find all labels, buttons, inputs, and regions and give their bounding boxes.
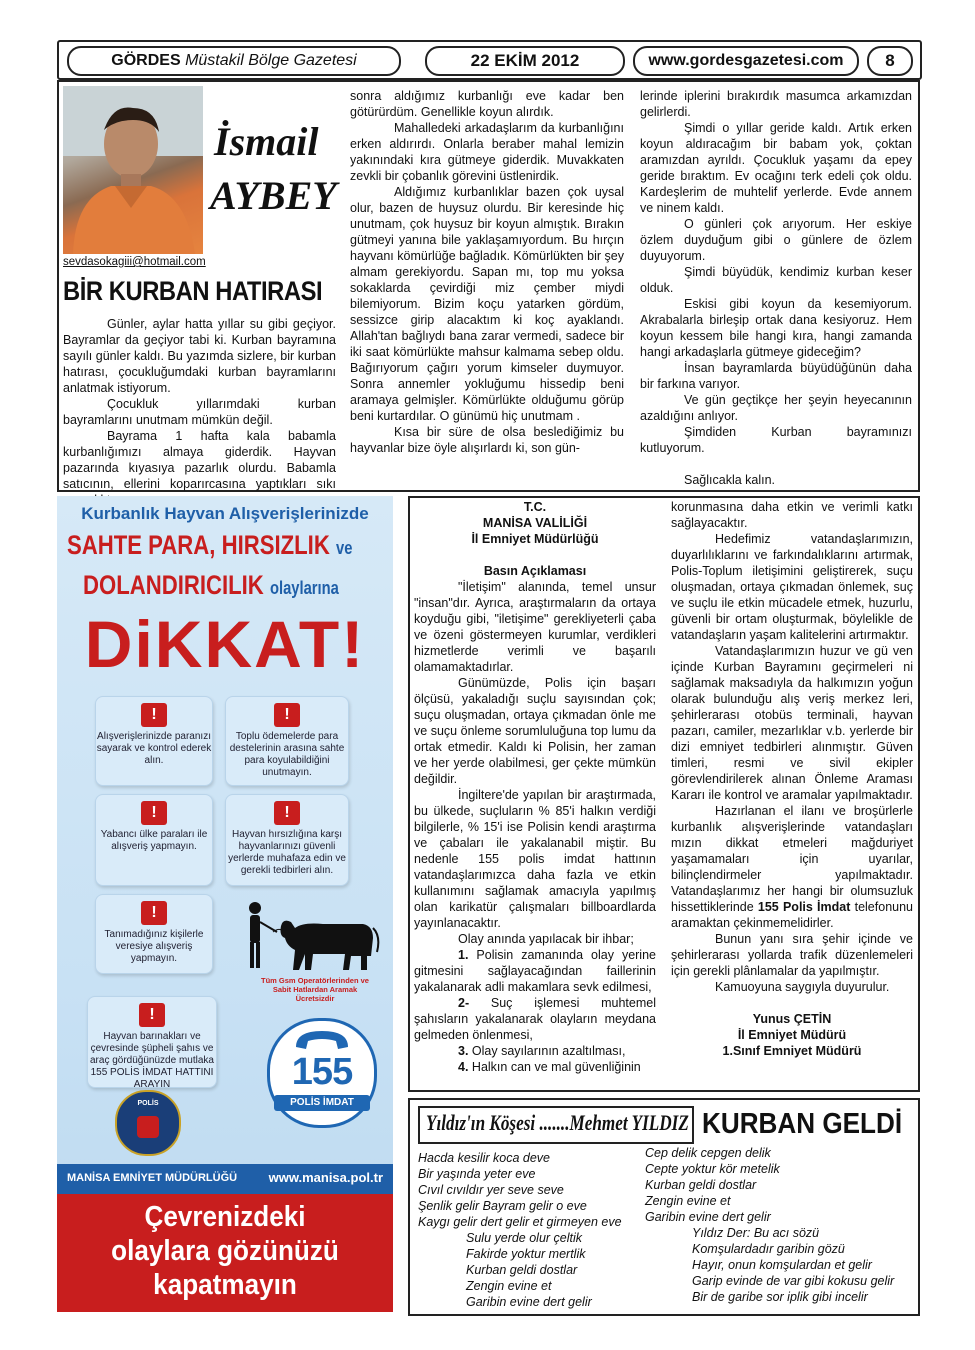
list-text: Olay sayılarının azaltılması,: [471, 1044, 626, 1058]
press-heading: T.C.: [523, 500, 547, 514]
hotline-badge: [267, 1018, 377, 1128]
poem-line: Cıvıl cıvıldır yer seve seve: [418, 1183, 564, 1197]
list-text: Suç işlemesi muhtemel şahısların yakalanarak olayların meydana gelmeden önlenmesi,: [414, 996, 656, 1042]
poem-line: Cepte yoktur kör metelik: [645, 1162, 780, 1176]
poem-line: Fakirde yoktur mertlik: [466, 1247, 586, 1261]
paragraph: sonra aldığımız kurbanlığı eve kadar ben götürürdüm. Genellikle koyun alırdık.: [350, 89, 624, 119]
press-col-1: [414, 499, 656, 1075]
poem-line: Kurban geldi dostlar: [466, 1263, 578, 1277]
slogan-line: olaylara gözünüzü: [111, 1235, 339, 1267]
hotline-label: POLİS İMDAT: [274, 1095, 370, 1111]
tip-text: Yabancı ülke paraları ile alışveriş yapmayın.: [100, 829, 208, 852]
poster-website[interactable]: www.manisa.pol.tr: [268, 1170, 383, 1185]
article-col-1: [63, 316, 336, 508]
signature-name: Yunus ÇETİN: [752, 1012, 832, 1026]
paragraph: Hedefimiz vatandaşlarımızın, duyarlılıklarını ve farkındalıklarını artırmak, Polis-Toplum iletişimini geliştirerek, suçu oluşmadan, ortaya çıkmadan önlemek, suç ve suçlu ile etkin mücadele etmek, huzurlu, güvenli bir ortam oluşturmak, böylelikle de vatandaşların yaşam kalitelerini artırmaktır.: [671, 532, 913, 642]
poster-footer: [57, 1194, 393, 1312]
poem-stanza-right: [645, 1145, 894, 1305]
paragraph: İngiltere'de yapılan bir araştırmada, bu ülkede, suçluların % 85'i halkın verdiği bilgilerle, % 15'i ise Polisin kendi araştırma ve çabaları ile yakalanabil miştir. Bu nedenle 155 polis imdat hattının vatandaşlarımızca daha fazla ve etkin kullanımını sağlamak amacıyla yapılmış olan karikatür çalışmaları billboardlarda yayınlanacaktır.: [414, 788, 656, 930]
footer-slogan: [74, 1200, 376, 1302]
warning-text: DOLANDIRICILIK: [83, 570, 264, 600]
list-number: 4.: [458, 1060, 469, 1074]
poem-line: Hacda kesilir koca deve: [418, 1151, 551, 1165]
paragraph: Mahalledeki arkadaşlarım da kurbanlığını erken aldırırdı. Onlarla beraber mahal lemizin yakınındaki kıra gütmeye giderdik. Muvakkaten zevkli bir çobanlık görevini üstlenirdik.: [350, 121, 624, 183]
poem-line: Garibin evine dert gelir: [466, 1295, 592, 1309]
tip-card: [225, 696, 349, 786]
paragraph: O günleri çok arıyorum. Her eskiye özlem duyduğum gibi o günlere de özlem duyuyorum.: [640, 217, 912, 263]
poem-line: Hayır, onun komşulardan et gelir: [692, 1258, 872, 1272]
poster-warning-1: [67, 530, 352, 561]
signature-rank: 1.Sınıf Emniyet Müdürü: [722, 1044, 862, 1058]
paragraph: Bayrama 1 hafta kala babamla kurbanlığımızı almaya giderdik. Hayvan pazarında kıyasıya pazarlık olurdu. Babamla satıcının, ellerini koparırcasına yaptıkları sıkı: [63, 429, 336, 491]
paragraph: [671, 803, 913, 931]
tip-text: Alışverişlerinizde paranızı sayarak ve kontrol ederek alın.: [96, 731, 212, 766]
hotline-number: 155: [291, 1051, 353, 1093]
warning-icon: !: [141, 901, 167, 925]
list-item: [414, 1059, 656, 1075]
signature-title: İl Emniyet Müdürü: [737, 1028, 847, 1042]
press-col-2: [671, 499, 913, 1059]
article-col-2: [350, 88, 624, 456]
paper-name: [67, 46, 401, 76]
paragraph: Günümüzde, Polis için başarı ölçüsü, yakaladığı suçlu sayısından çok; suçu oluşmadan, ortaya çıkmadan önle me ve suçu önleme sorumluluğuna top lumu da ortak etmedir. Kaldı ki Polisin, her zaman ve her yerde olabilmesi, ger çekte mümkün değildir.: [414, 676, 656, 786]
poem-line: Zengin evine et: [466, 1279, 552, 1293]
masthead-bar: [57, 40, 922, 80]
warning-icon: !: [274, 801, 300, 825]
tip-card: [95, 794, 213, 886]
poem-line: Cep delik cepgen delik: [645, 1146, 771, 1160]
poem-line: Sulu yerde olur çeltik: [466, 1231, 583, 1245]
paragraph: Olay anında yapılacak bir ihbar;: [458, 932, 634, 946]
tip-card: [95, 696, 213, 786]
article-title: BİR KURBAN HATIRASI: [63, 276, 323, 306]
list-text: Polisin zamanında olay yerine gitmesini sağlayacağından faillerinin yakalanarak adli makamlara sevk edilmesi,: [414, 948, 656, 994]
tip-text: Hayvan barınakları ve çevresinde şüpheli şahıs ve araç gördüğünüzde mutlaka 155 POLİS İMDAT HATTINI ARAYIN: [90, 1031, 214, 1090]
page-number: 8: [867, 46, 913, 76]
warning-icon: !: [274, 703, 300, 727]
list-item: [414, 995, 656, 1043]
article-col-3: [640, 88, 912, 488]
paragraph-text: telefonunu aramaktan çekinmemelidirler.: [671, 900, 913, 930]
paragraph: Kamuoyuna saygıyla duyurulur.: [715, 980, 890, 994]
paper-name-bold: GÖRDES: [111, 52, 181, 69]
poem-stanza-left: [418, 1150, 622, 1310]
list-number: 1.: [458, 948, 469, 962]
corner-label: Yıldız'ın Köşesi .......Mehmet YILDIZ: [426, 1110, 689, 1135]
press-heading: İl Emniyet Müdürlüğü: [471, 532, 599, 546]
poem-line: Garibin evine dert gelir: [645, 1210, 771, 1224]
warning-icon: !: [141, 703, 167, 727]
poem-line: Yıldız Der: Bu acı sözü: [692, 1226, 820, 1240]
paragraph: Vatandaşlarımızın huzur ve gü ven içinde Kurban Bayramını geçirmeleri ni sağlamak maksadıyla da halkımızın yoğun olarak bulunduğu alış veriş merkez leri, şehirlerarası otobüs terminali, hayvan pazarı, camiler, mezarlıklar v.b. yerlerde bir dizi emniyet tedbirleri alınmıştır. Güven timleri, resmi ve sivil ekipler görevlendirilerek alınan Önleme Araması Kararı ile kontrol ve aramalar yapılmaktadır.: [671, 644, 913, 802]
press-subtitle: Basın Açıklaması: [483, 564, 587, 578]
poster-headline: Kurbanlık Hayvan Alışverişlerinizde: [81, 504, 369, 523]
paragraph: Şimdi o yıllar geride kaldı. Artık erken koyun aldıracağım bir babam yok, çoktan aramızdan ayrıldı. Çocukluk yaşamı da epey geride bıraktım. Ev ocağını terk edeli çok oldu. Kardeşlerim de muhtelif yerlerde. Evde annem ve ninem kaldı.: [640, 121, 912, 215]
paragraph: Aldığımız kurbanlıklar bazen çok uysal olur, bazen de huysuz olurdu. Bir keresinde hiç unutmam, çok huysuz bir koyun almıştık. Bırakın gütmeyi yanına bile yaklaşamıyordum. Bu hırçın hayvanı kömürlüğe bağladık. Kömürlükten bir şey almam gerekiyordu. Sapan mı, top mu yoksa sokaklarda çevirdiği miz çember miydi bilemiyorum. Bizim koçu yatarken gördüm, sessizce girip alacaktım ki koç ayaklandı. Allah'tan bağlıydı bana zarar vermedi, sadece bir iki saat kömürlükte mahsur kalmama sebep oldu. Bağırıyorum çağırı yorum kimseler duymuyor. Sonra annemler yokluğumu hissedip beni aramaya gelmişler. Kömürlükte olduğumu görüp beni kurtardılar. O günümü hiç unutmam .: [350, 185, 624, 423]
paper-name-rest: Müstakil Bölge Gazetesi: [185, 52, 357, 69]
police-poster: [57, 496, 393, 1312]
paragraph: Günler, aylar hatta yıllar su gibi geçiyor. Bayramlar da geçiyor tabi ki. Kurban bayramına sayılı günler kaldı. Bu yazımda sizlere, bir kurban hatırası, çocukluğumdaki kurban bayramlarını anlatmak istiyorum.: [63, 317, 336, 395]
poem-title: KURBAN GELDİ: [702, 1108, 903, 1140]
author-email[interactable]: sevdasokagiii@hotmail.com: [63, 256, 206, 268]
emblem-shield: [137, 1116, 159, 1138]
list-item: [414, 1043, 656, 1059]
poem-line: Bir de garibe sor iplik gibi incelir: [692, 1290, 868, 1304]
paragraph: Bunun yanı sıra şehir içinde ve şehirlerarası yollarda trafik düzenlemeleri için gerekli plânlamalar da yapılmıştır.: [671, 932, 913, 978]
warning-icon: !: [141, 801, 167, 825]
list-text: Halkın can ve mal güvenliğinin: [471, 1060, 641, 1074]
gsm-note: Tüm Gsm Operatörlerinden ve Sabit Hatlardan Aramak Ücretsizdir: [261, 976, 369, 1003]
poster-warning-2: [83, 570, 339, 601]
corner-label-box: [418, 1106, 694, 1144]
tip-card: [87, 996, 217, 1088]
paragraph: Ve gün geçtikçe her şeyin heyecanının azaldığını anlıyor.: [640, 393, 912, 423]
paragraph: Şimdi büyüdük, kendimiz kurban keser olduk.: [640, 265, 912, 295]
paragraph-text: Hazırlanan el ilanı ve broşürlerle kurbanlık alışverişlerinde vatandaşları mızın dikkat etmeleri mağduriyet yaşamamaları için uyarılar, bilinçlendirmeler yapılmaktadır. Vatandaşlarımız her hangi bir olumsuzluk hissettiklerinde: [671, 804, 913, 914]
man-with-cow-illustration: [233, 896, 383, 976]
warning-text: SAHTE PARA, HIRSIZLIK: [67, 530, 330, 560]
list-item: [414, 947, 656, 995]
poem-line: Zengin evine et: [645, 1194, 731, 1208]
paragraph: Eskisi gibi koyun da kesemiyorum. Akrabalarla birleşip ortak dana kesiyoruz. Hem koyun kessem bile hangi kıra, hangi zamanda hangi arkadaşlarla gütmeye gideceğim?: [640, 297, 912, 359]
list-number: 2-: [458, 996, 470, 1010]
tip-text: Hayvan hırsızlığına karşı hayvanlarınızı güvenli yerlerde muhafaza edin ve gerekli tedbirleri alın.: [228, 829, 346, 876]
author-photo: [63, 86, 203, 254]
police-emblem-icon: [115, 1090, 181, 1156]
tip-text: Toplu ödemelerde para destelerinin arasına sahte para koyulabildiğini unutmayın.: [229, 731, 345, 778]
paragraph: Şimdiden Kurban bayramınızı kutluyorum.: [640, 425, 912, 455]
paragraph: lerinde iplerini bırakırdık masumca arkamızdan gelirlerdi.: [640, 89, 912, 119]
press-heading: MANİSA VALİLİĞİ: [482, 516, 588, 530]
issue-date: 22 EKİM 2012: [425, 46, 625, 76]
poster-attention: DiKKAT!: [84, 607, 366, 681]
tip-card: [225, 794, 349, 886]
hotline-emphasis: 155 Polis İmdat: [757, 900, 851, 914]
website-link[interactable]: www.gordesgazetesi.com: [633, 46, 859, 76]
paragraph: Çocukluk yıllarımdaki kurban bayramlarını unutmam mümkün değil.: [63, 397, 336, 427]
author-first-name: İsmail: [214, 119, 319, 164]
warning-icon: !: [139, 1003, 165, 1027]
tip-text: Tanımadığınız kişilerle veresiye alışveriş yapmayın.: [104, 929, 204, 964]
emblem-text: POLİS: [137, 1100, 159, 1107]
author-last-name: AYBEY: [210, 173, 337, 218]
poem-line: Kurban geldi dostlar: [645, 1178, 757, 1192]
author-portrait-image: [63, 86, 203, 254]
poem-line: Şenlik gelir Bayram gelir o eve: [418, 1199, 587, 1213]
warning-connector: olaylarına: [269, 578, 339, 598]
slogan-line: Çevrenizdeki: [144, 1201, 306, 1233]
paragraph: Kısa bir süre de olsa beslediğimiz bu hayvanlar bize öyle alışırlardı ki, son gün-: [350, 425, 624, 455]
paragraph: İnsan bayramlarda büyüdüğünün daha bir farkına varıyor.: [640, 361, 912, 391]
tip-card: [95, 894, 213, 974]
slogan-line: kapatmayın: [153, 1269, 297, 1301]
directorate-name: MANİSA EMNİYET MÜDÜRLÜĞÜ: [67, 1172, 238, 1184]
poem-line: Kaygı gelir dert gelir et girmeyen eve: [418, 1215, 622, 1229]
poster-info-bar: [57, 1164, 393, 1194]
paragraph: "İletişim" alanında, temel unsur "insan"dır. Ayrıca, araştırmaların da ortaya koyduğu gibi, "iletişime" gerekliyeterli çaba ve özeni göstermeyen kurumlar, verdikleri hizmetlerde verimli ve başarılı olamamaktadırlar.: [414, 580, 656, 674]
list-number: 3.: [458, 1044, 469, 1058]
closing-line: Sağlıcakla kalın.: [684, 473, 776, 487]
poem-line: Bir yaşında yeter eve: [418, 1167, 536, 1181]
warning-connector: ve: [335, 538, 353, 558]
paragraph: korunmasına daha etkin ve verimli katkı sağlayacaktır.: [671, 500, 913, 530]
poem-line: Garip evinde de var gibi kokusu gelir: [692, 1274, 895, 1288]
poem-line: Komşulardadır garibin gözü: [692, 1242, 845, 1256]
